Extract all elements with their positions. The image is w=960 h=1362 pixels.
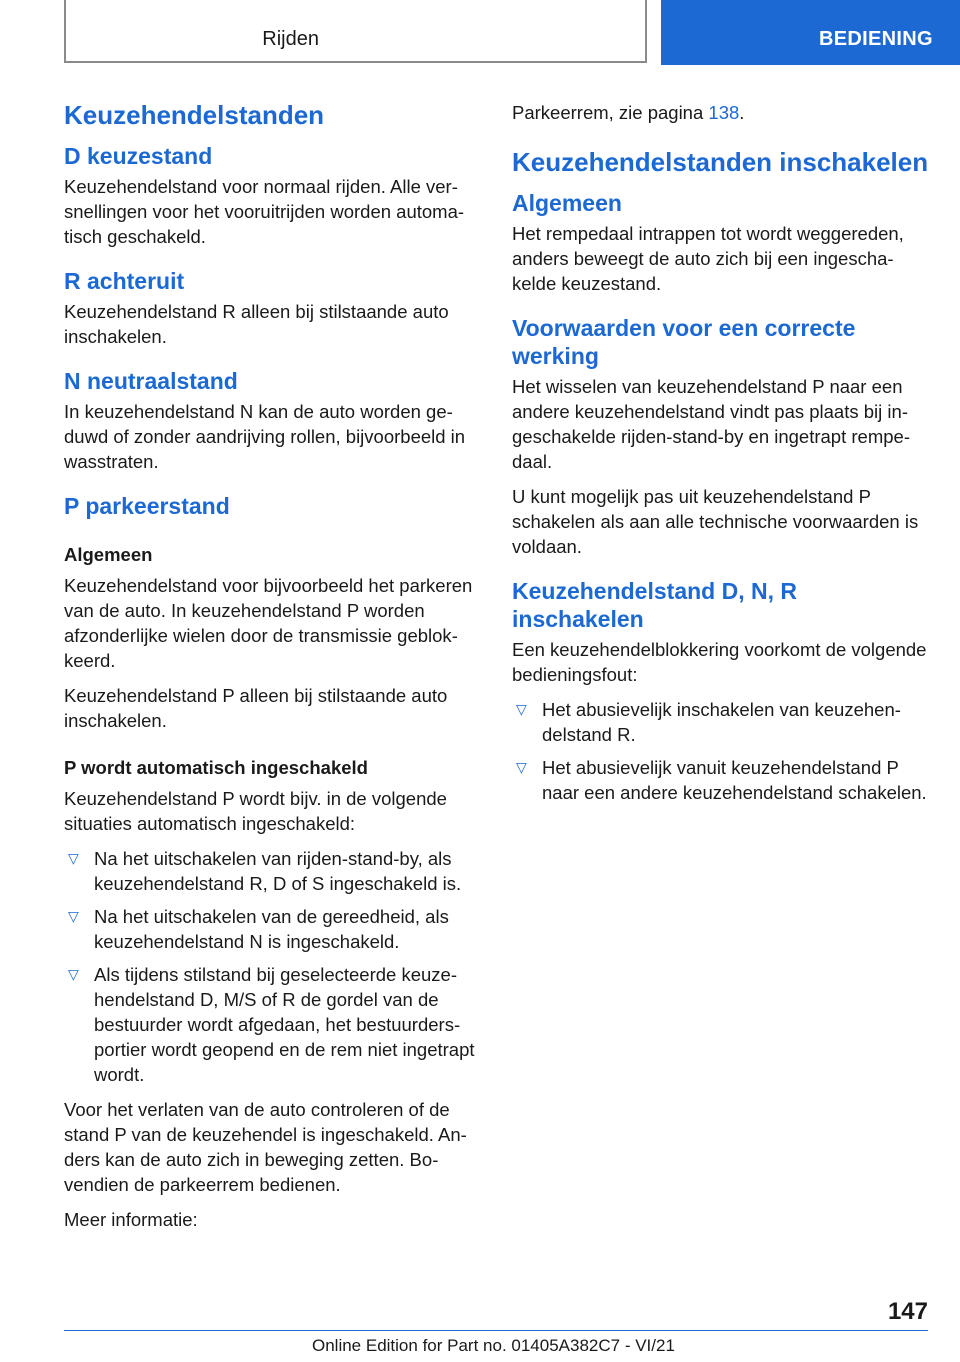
r-text: Keuzehendelstand R alleen bij stilstaande auto inschakelen.: [64, 301, 449, 347]
section-title: Keuzehendelstanden inschakelen: [512, 147, 929, 177]
list-item-text: Als tijdens stilstand bij geselecteerde keuzehendelstand D, M/S of R de gordel van de bestuurder wordt afgedaan, het bestuurdersportier wordt geopend en de rem niet ingetrapt wordt.: [94, 964, 475, 1085]
right-column: [512, 100, 930, 815]
p-general-text-1: Keuzehendelstand voor bijvoorbeeld het parkeren van de auto. In keuzehendelstand P worden afzonderlijke wielen door de transmissie geblokkeerd.: [64, 575, 473, 671]
general-heading: Algemeen: [512, 190, 622, 216]
p-auto-heading: P wordt automatisch ingeschakeld: [64, 757, 368, 778]
left-column: [64, 100, 478, 1242]
more-info-text: Meer informatie:: [64, 1209, 198, 1230]
triangle-bullet-icon: ▽: [68, 908, 79, 924]
r-heading: R achteruit: [64, 268, 185, 294]
list-item: [64, 846, 478, 896]
xref-prefix: Parkeerrem, zie pagina: [512, 102, 709, 123]
d-heading: D keuzestand: [64, 143, 213, 169]
leaving-text: Voor het verlaten van de auto controleren of de stand P van de keuzehendel is ingeschakeld. Anders kan de auto zich in beweging zetten. Bovendien de parkeerrem bedienen.: [64, 1099, 467, 1195]
header-section-title: Rijden: [262, 28, 319, 50]
header-chapter-tab: BEDIENING: [661, 0, 960, 65]
list-item-text: Het abusievelijk vanuit keuzehendelstand P naar een andere keuzehendelstand schakelen.: [542, 757, 927, 803]
dnr-heading: Keuzehendelstand D, N, R inschakelen: [512, 578, 797, 632]
header-box: [64, 0, 647, 63]
dnr-text: Een keuzehendelblokkering voorkomt de volgende bedieningsfout:: [512, 639, 927, 685]
general-text: Het rempedaal intrappen tot wordt weggereden, anders beweegt de auto zich bij een ingeschakelde keuzestand.: [512, 223, 904, 294]
xref-page-link[interactable]: 138: [708, 102, 740, 123]
page-number: 147: [887, 1298, 928, 1325]
list-item: [512, 755, 930, 805]
left-bullet-list: [64, 846, 478, 1087]
page-title: Keuzehendelstanden: [64, 100, 325, 130]
right-bullet-list: [512, 697, 930, 805]
triangle-bullet-icon: ▽: [68, 966, 79, 982]
footer-edition-text: Online Edition for Part no. 01405A382C7 - VI/21: [312, 1336, 675, 1355]
list-item-text: Na het uitschakelen van rijden-stand-by, als keuzehendelstand R, D of S ingeschakeld is.: [94, 848, 462, 894]
triangle-bullet-icon: ▽: [68, 850, 79, 866]
list-item-text: Na het uitschakelen van de gereedheid, als keuzehendelstand N is ingeschakeld.: [94, 906, 449, 952]
footer-divider: [64, 1330, 928, 1331]
p-general-text-2: Keuzehendelstand P alleen bij stilstaande auto inschakelen.: [64, 685, 448, 731]
conditions-text-1: Het wisselen van keuzehendelstand P naar een andere keuzehendelstand vindt pas plaats bij ingeschakelde rijden-stand-by en ingetrapt rempedaal.: [512, 376, 910, 472]
n-heading: N neutraalstand: [64, 368, 238, 394]
list-item: [512, 697, 930, 747]
xref-paragraph: [512, 100, 930, 125]
conditions-heading: Voorwaarden voor een correcte werking: [512, 315, 856, 369]
n-text: In keuzehendelstand N kan de auto worden geduwd of zonder aandrijving rollen, bijvoorbeeld in wasstraten.: [64, 401, 466, 472]
xref-suffix: .: [739, 102, 745, 123]
list-item: [64, 962, 478, 1087]
d-text: Keuzehendelstand voor normaal rijden. Alle versnellingen voor het vooruitrijden worden automatisch geschakeld.: [64, 176, 465, 247]
p-heading: P parkeerstand: [64, 493, 230, 519]
triangle-bullet-icon: ▽: [516, 759, 527, 775]
list-item-text: Het abusievelijk inschakelen van keuzehendelstand R.: [542, 699, 901, 745]
list-item: [64, 904, 478, 954]
p-auto-text: Keuzehendelstand P wordt bijv. in de volgende situaties automatisch ingeschakeld:: [64, 788, 447, 834]
p-general-heading: Algemeen: [64, 544, 153, 565]
triangle-bullet-icon: ▽: [516, 701, 527, 717]
conditions-text-2: U kunt mogelijk pas uit keuzehendelstand P schakelen als aan alle technische voorwaarden is voldaan.: [512, 486, 919, 557]
